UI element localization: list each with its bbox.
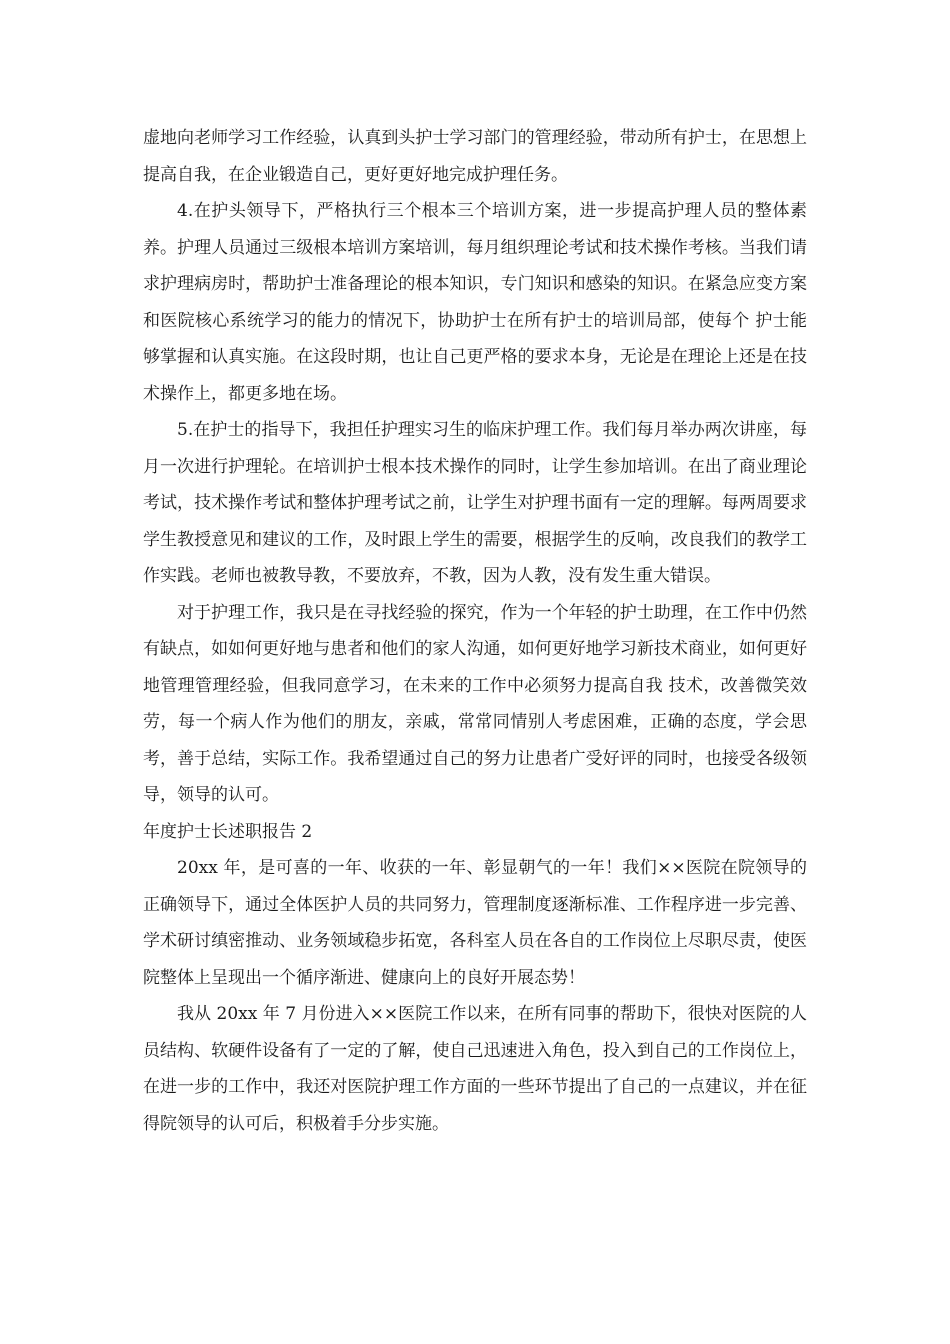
paragraph-item-4: 4.在护头领导下，严格执行三个根本三个培训方案，进一步提高护理人员的整体素养。护理人员通过三级根本培训方案培训，每月组织理论考试和技术操作考核。当我们请求护理病房时，帮助护士准备理论的根本知识，专门知识和感染的知识。在紧急应变方案和医院核心系统学习的能力的情况下，协助护士在所有护士的培训局部，使每个 护士能够掌握和认真实施。在这段时期，也让自己更严格的要求本身，无论是在理论上还是在技术操作上，都更多地在场。 (143, 201, 807, 404)
paragraph-report-intro: 20xx 年，是可喜的一年、收获的一年、彰显朝气的一年！我们××医院在院领导的正确领导下，通过全体医护人员的共同努力，管理制度逐渐标准、工作程序进一步完善、学术研讨缜密推动、业务领域稳步拓宽，各科室人员在各自的工作岗位上尽职尽责，使医院整体上呈现出一个循序渐进、健康向上的良好开展态势！ (143, 858, 807, 988)
document-body (143, 120, 807, 1142)
paragraph-report-personal: 我从 20xx 年 7 月份进入××医院工作以来，在所有同事的帮助下，很快对医院的人员结构、软硬件设备有了一定的了解，使自己迅速进入角色，投入到自己的工作岗位上，在进一步的工作中，我还对医院护理工作方面的一些环节提出了自己的一点建议，并在征得院领导的认可后，积极着手分步实施。 (143, 1004, 807, 1134)
paragraph-item-5: 5.在护士的指导下，我担任护理实习生的临床护理工作。我们每月举办两次讲座，每月一次进行护理轮。在培训护士根本技术操作的同时，让学生参加培训。在出了商业理论考试，技术操作考试和整体护理考试之前，让学生对护理书面有一定的理解。每两周要求学生教授意见和建议的工作，及时跟上学生的需要，根据学生的反响，改良我们的教学工作实践。老师也被教导教，不要放弃，不教，因为人教，没有发生重大错误。 (143, 420, 807, 586)
section-heading: 年度护士长述职报告 2 (143, 821, 313, 842)
paragraph-summary: 对于护理工作，我只是在寻找经验的探究，作为一个年轻的护士助理，在工作中仍然有缺点，如如何更好地与患者和他们的家人沟通，如何更好地学习新技术商业，如何更好地管理管理经验，但我同意学习，在未来的工作中必须努力提高自我 技术，改善微笑效劳，每一个病人作为他们的朋友，亲戚，常常同情别人考虑困难，正确的态度，学会思考，善于总结，实际工作。我希望通过自己的努力让患者广受好评的同时，也接受各级领导，领导的认可。 (143, 602, 807, 805)
paragraph-continuation: 虚地向老师学习工作经验，认真到头护士学习部门的管理经验，带动所有护士，在思想上提高自我，在企业锻造自己，更好更好地完成护理任务。 (143, 128, 807, 185)
